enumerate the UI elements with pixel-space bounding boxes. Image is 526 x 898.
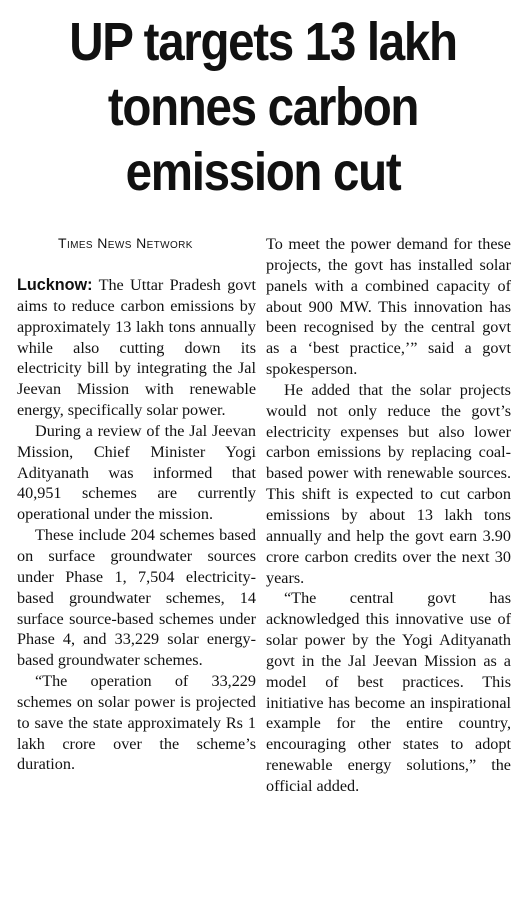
- headline-line-3: emission cut: [125, 142, 401, 202]
- article-paragraph: During a review of the Jal Jeevan Mission, Chief Minister Yogi Adityanath was informed that 40,951 schemes are currently operational under the mission.: [17, 421, 256, 524]
- headline-line-1: UP targets 13 lakh: [69, 12, 457, 72]
- article-paragraph: [17, 275, 256, 421]
- dateline: Lucknow:: [17, 276, 93, 294]
- headline-line-2: tonnes carbon: [107, 77, 419, 137]
- article-column-left: [17, 275, 256, 775]
- article-paragraph: “The central govt has acknowledged this innovative use of solar power by the Yogi Adityanath govt in the Jal Jeevan Mission as a model of best practices. This initiative has become an inspirational example for the entire country, encouraging other states to adopt renewable energy solutions,” the official added.: [266, 589, 511, 795]
- article-paragraph: To meet the power demand for these projects, the govt has installed solar panels with a combined capacity of about 900 MW. This innovation has been recognised by the central govt as a ‘best practice,’” said a govt spokesperson.: [266, 235, 511, 379]
- article-paragraph: These include 204 schemes based on surface groundwater sources under Phase 1, 7,504 electricity-based groundwater schemes, 14 surface source-based schemes under Phase 4, and 33,229 solar energy-based groundwater schemes.: [17, 526, 256, 670]
- article-column-right: [266, 234, 511, 797]
- byline: Times News Network: [58, 235, 193, 251]
- paragraph-text: The Uttar Pradesh govt aims to reduce carbon emissions by approximately 13 lakh tons annually while also cutting down its electricity bill by integrating the Jal Jeevan Mission with renewable energy, specifically solar power.: [17, 276, 256, 420]
- article-paragraph: He added that the solar projects would not only reduce the govt’s electricity expenses but also lower carbon emissions by replacing coal-based power with renewable sources. This shift is expected to cut carbon emissions by about 13 lakh tons annually and help the govt earn 3.90 crore carbon credits over the next 30 years.: [266, 380, 511, 587]
- headline: [32, 10, 495, 205]
- article-paragraph: “The operation of 33,229 schemes on solar power is projected to save the state approximately Rs 1 lakh crore over the scheme’s duration.: [17, 672, 256, 774]
